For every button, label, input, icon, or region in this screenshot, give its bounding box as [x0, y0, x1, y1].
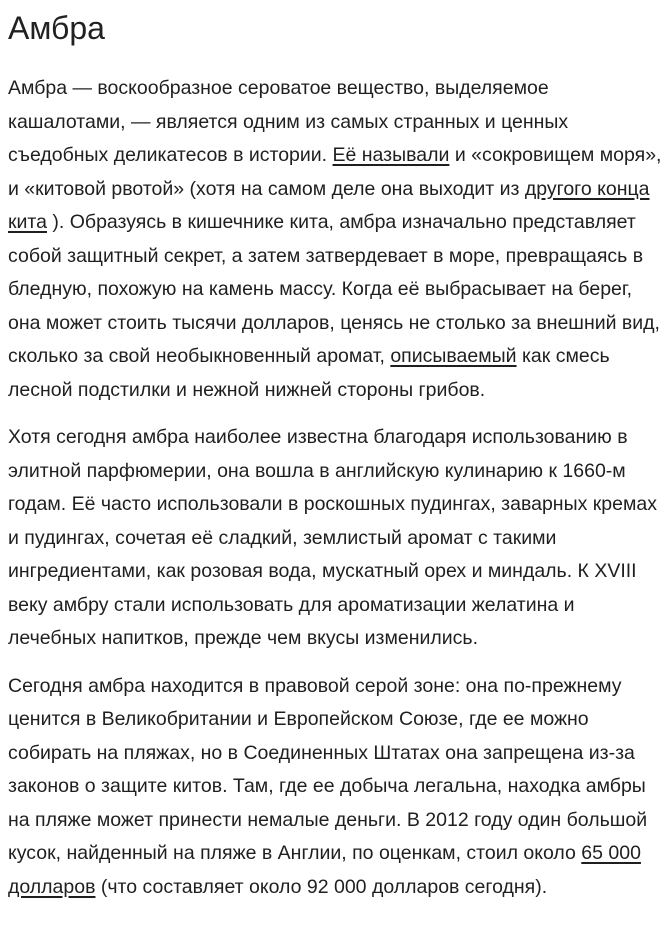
paragraph-2 [8, 421, 663, 656]
text-segment: Сегодня амбра находится в правовой серой зоне: она по-прежнему ценится в Великобритании и Европейском Союзе, где ее можно собирать на пляжах, но в Соединенных Штатах она запрещена из-за законов о защите китов. Там, где ее добыча легальна, находка амбры на пляже может принести немалые деньги. В 2012 году один большой кусок, найденный на пляже в Англии, по оценкам, стоил около [8, 674, 648, 864]
text-segment: как смесь лесной подстилки и нежной нижней стороны грибов. [8, 345, 610, 401]
text-segment: Хотя сегодня амбра наиболее известна благодаря использованию в элитной парфюмерии, она вошла в английскую кулинарию к 1660-м годам. Её часто использовали в роскошных пудингах, заварных кремах и пудингах, сочетая её сладкий, землистый аромат с такими ингредиентами, как розовая вода, мускатный орех и миндаль. К XVIII веку амбру стали использовать для ароматизации желатина и лечебных напитков, прежде чем вкусы изменились. [8, 426, 657, 649]
paragraph-3 [8, 670, 663, 905]
inline-link[interactable]: 65 000 долларов [8, 842, 641, 898]
inline-link[interactable]: описываемый [390, 345, 517, 367]
text-segment: (что составляет около 92 000 долларов сегодня). [95, 875, 548, 898]
article-title: Амбра [8, 10, 105, 46]
paragraph-1 [8, 72, 663, 407]
text-segment: и «сокровищем моря», и «китовой рвотой» (хотя на самом деле она выходит из [8, 144, 662, 200]
text-segment: Амбра — воскообразное сероватое вещество, выделяемое кашалотами, — является одним из самых странных и ценных съедобных деликатесов в истории. [8, 77, 569, 166]
inline-link[interactable]: другого конца кита [8, 177, 650, 233]
text-segment: ). Образуясь в кишечнике кита, амбра изначально представляет собой защитный секрет, а затем затвердевает в море, превращаясь в бледную, похожую на камень массу. Когда её выбрасывает на берег, она может стоить тысячи долларов, ценясь не столько за внешний вид, сколько за свой необыкновенный аромат, [8, 211, 660, 367]
article-body [8, 72, 663, 904]
inline-link[interactable]: Её называли [332, 144, 450, 166]
